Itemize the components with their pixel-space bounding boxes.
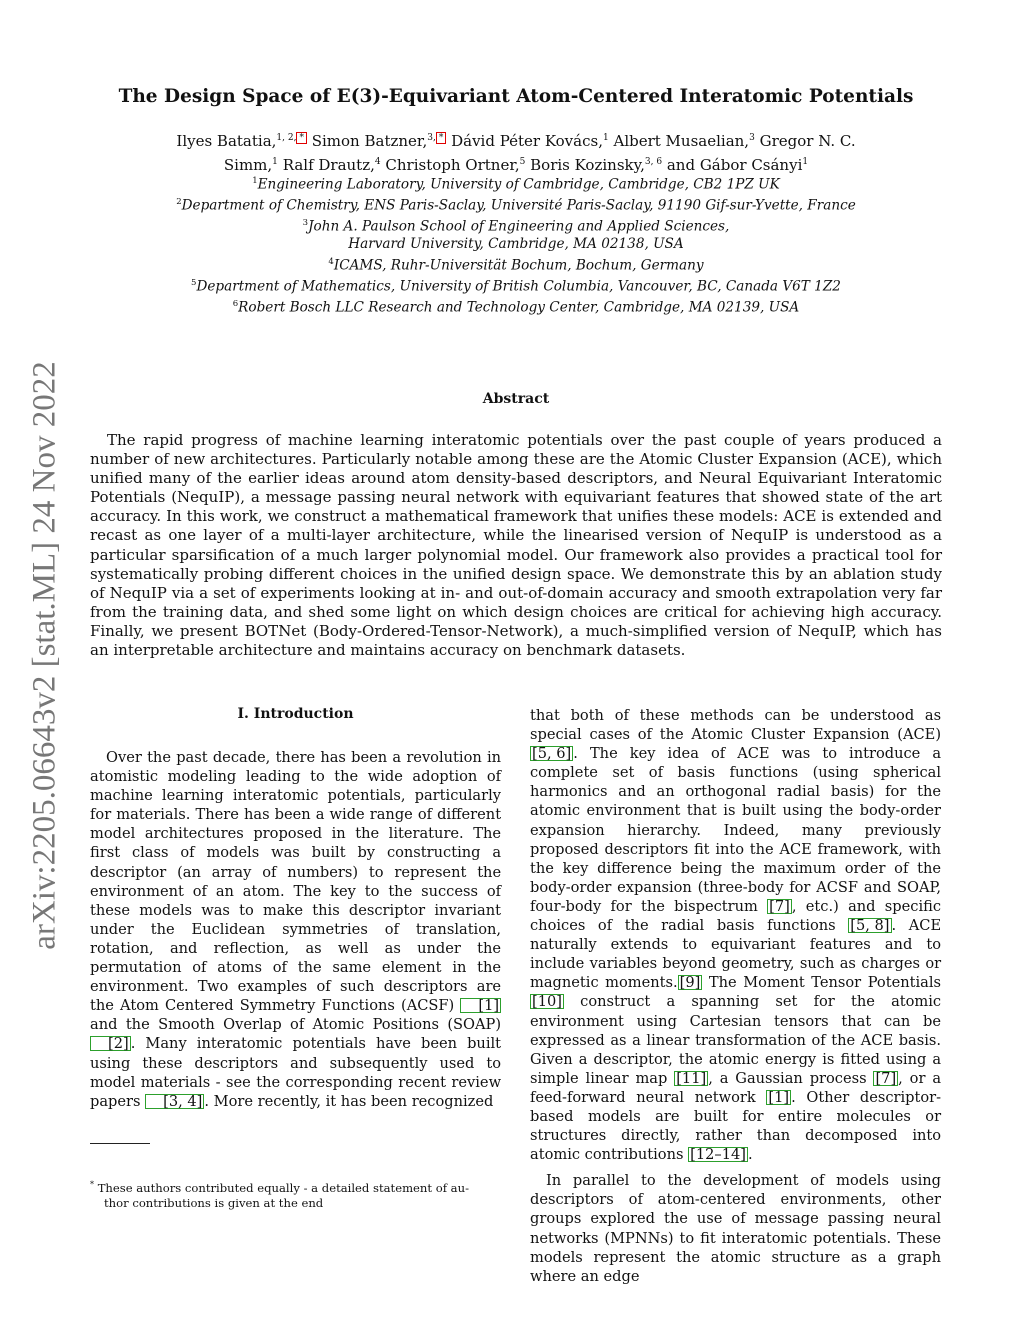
citation-link[interactable]: [12–14] — [690, 1146, 746, 1164]
intro-text-left — [90, 748, 501, 1111]
affiliation: $^4$ICAMS, Ruhr-Universität Bochum, Bochum, Germany — [328, 256, 704, 274]
citation-link[interactable]: [3, 4] — [145, 1094, 204, 1109]
citation-link[interactable]: [5, 8] — [850, 917, 890, 935]
arxiv-watermark — [20, 340, 70, 970]
footnote-rule — [90, 1143, 150, 1144]
author: Albert Musaelian,$^3$ — [613, 132, 755, 150]
abstract — [90, 431, 942, 660]
author: Ilyes Batatia,$^{1, 2,}$ * — [176, 132, 307, 150]
affiliation: $^6$Robert Bosch LLC Research and Technology Center, Cambridge, MA 02139, USA — [232, 299, 800, 316]
intro-text-right — [530, 706, 941, 1286]
affiliation-list — [120, 173, 912, 317]
footnote-link[interactable]: * — [296, 132, 307, 144]
footnote-text-1: These authors contributed equally - a detailed statement of au- — [97, 1180, 469, 1195]
author: Boris Kozinsky,$^{3, 6}$ — [530, 156, 663, 174]
author: and Gábor Csányi$^1$ — [666, 156, 809, 174]
intro-paragraph-1-continued: that both of these methods can be understood as special cases of the Atomic Cluster Expansion (ACE) [5, 6] . The key idea of ACE was to introduce a complete set of basis functions (using spherical harmonics and an orthogonal radial basis) for the atomic environment that is built using the body-order expansion hierarchy. Indeed, many previously proposed descriptors fit into the ACE framework, with the key difference being the maximum order of the body-order expansion (three-body for ACSF and SOAP, four-body for the bispectrum [7] , etc.) and specific choices of the radial basis functions [5, 8] . ACE naturally extends to equivariant features and to include variables beyond geometry, such as charges or magnetic moments. [9] The Moment Tensor Potentials [10] construct a spanning set for the atomic environment using Cartesian tensors that can be expressed as a linear transformation of the ACE basis. Given a descriptor, the atomic energy is fitted using a simple linear map [11] , a Gaussian process [7] , or a feed-forward neural network [1] . Other descriptor-based models are built for entire molecules or structures directly, rather than decomposed into atomic contributions [12–14] . — [530, 707, 942, 1164]
citation-link[interactable]: [7] — [769, 897, 790, 915]
abstract-text: The rapid progress of machine learning interatomic potentials over the past couple of years produced a number of new architectures. Particularly notable among these are the Atomic Cluster Expansion (ACE), which unified many of the earlier ideas around atom density-based descriptors, and Neural Equivariant Interatomic Potentials (NequIP), a message passing neural network with equivariant features that showed state of the art accuracy. In this work, we construct a mathematical framework that unifies these models: ACE is extended and recast as one layer of a multi-layer architecture, while the linearised version of NequIP is understood as a particular sparsification of a much larger polynomial model. Our framework also provides a practical tool for systematically probing different choices in the unified design space. We demonstrate this by an ablation study of NequIP via a set of experiments looking at in- and out-of-domain accuracy and smooth extrapolation very far from the training data, and shed some light on which design choices are critical for achieving high accuracy. Finally, we present BOTNet (Body-Ordered-Tensor-Network), a much-simplified version of NequIP, which has an interpretable architecture and maintains accuracy on benchmark datasets. — [90, 431, 942, 660]
abstract-heading: Abstract — [482, 391, 550, 407]
right-column — [530, 706, 941, 1293]
citation-link[interactable]: [10] — [532, 993, 562, 1011]
citation-link[interactable]: [11] — [676, 1069, 707, 1087]
intro-paragraph-1: Over the past decade, there has been a revolution in atomistic modeling leading to the wide adoption of machine learning interatomic potentials, particularly for materials. There has been a wide range of different model architectures proposed in the literature. The first class of models was built by constructing a descriptor (an array of numbers) to represent the environment of an atom. The key to the success of these models was to make this descriptor invariant under the Euclidean symmetries of translation, rotation, and reflection, as well as under the permutation of atoms of the same element in the environment. Two examples of such descriptors are the Atom Centered Symmetry Functions (ACSF) [1] and the Smooth Overlap of Atomic Positions (SOAP) [2] . Many interatomic potentials have been built using these descriptors and subsequently used to model materials - see the corresponding recent review papers [3, 4] . More recently, it has been recognized — [90, 749, 502, 1110]
affiliation: Harvard University, Cambridge, MA 02138, USA — [348, 236, 684, 253]
arxiv-id: arXiv:2205.06643v2 [stat.ML] 24 Nov 2022 — [26, 360, 63, 950]
footnote-mark: * — [90, 1180, 94, 1189]
author-list — [150, 128, 882, 176]
affiliation: $^1$Engineering Laboratory, University of Cambridge, Cambridge, CB2 1PZ UK — [252, 176, 780, 193]
citation-link[interactable]: [5, 6] — [532, 745, 572, 763]
author: Gregor N. C. Simm,$^1$ — [223, 132, 856, 174]
left-column — [90, 706, 501, 1118]
affiliation: $^2$Department of Chemistry, ENS Paris-Saclay, Université Paris-Saclay, 91190 Gif-sur-Yvette, France — [176, 197, 856, 214]
citation-link[interactable]: [1] — [768, 1088, 790, 1106]
section-heading: I. Introduction — [237, 706, 354, 722]
citation-link[interactable]: [9] — [679, 974, 701, 992]
affiliation: $^5$Department of Mathematics, University of British Columbia, Vancouver, BC, Canada V6T 1Z2 — [191, 278, 841, 295]
author: Dávid Péter Kovács,$^1$ — [451, 132, 609, 150]
intro-paragraph-2: In parallel to the development of models using descriptors of atom-centered environments, other groups explored the use of message passing neural networks (MPNNs) to fit interatomic potentials. These models represent the atomic structure as a graph where an edge — [530, 1172, 941, 1285]
citation-link[interactable]: [2] — [90, 1036, 131, 1051]
author: Ralf Drautz,$^4$ — [282, 156, 381, 174]
author: Simon Batzner,$^{3,}$ * — [312, 132, 447, 150]
footnote-text-2: thor contributions is given at the end — [104, 1195, 324, 1210]
author: Christoph Ortner,$^5$ — [385, 156, 526, 174]
affiliation: $^3$John A. Paulson School of Engineering and Applied Sciences, — [302, 218, 730, 235]
paper-title: The Design Space of E(3)-Equivariant Atom-Centered Interatomic Potentials — [118, 86, 914, 107]
citation-link[interactable]: [7] — [875, 1069, 897, 1087]
citation-link[interactable]: [1] — [460, 998, 501, 1013]
footnote — [90, 1177, 501, 1211]
footnote-link[interactable]: * — [436, 132, 447, 144]
